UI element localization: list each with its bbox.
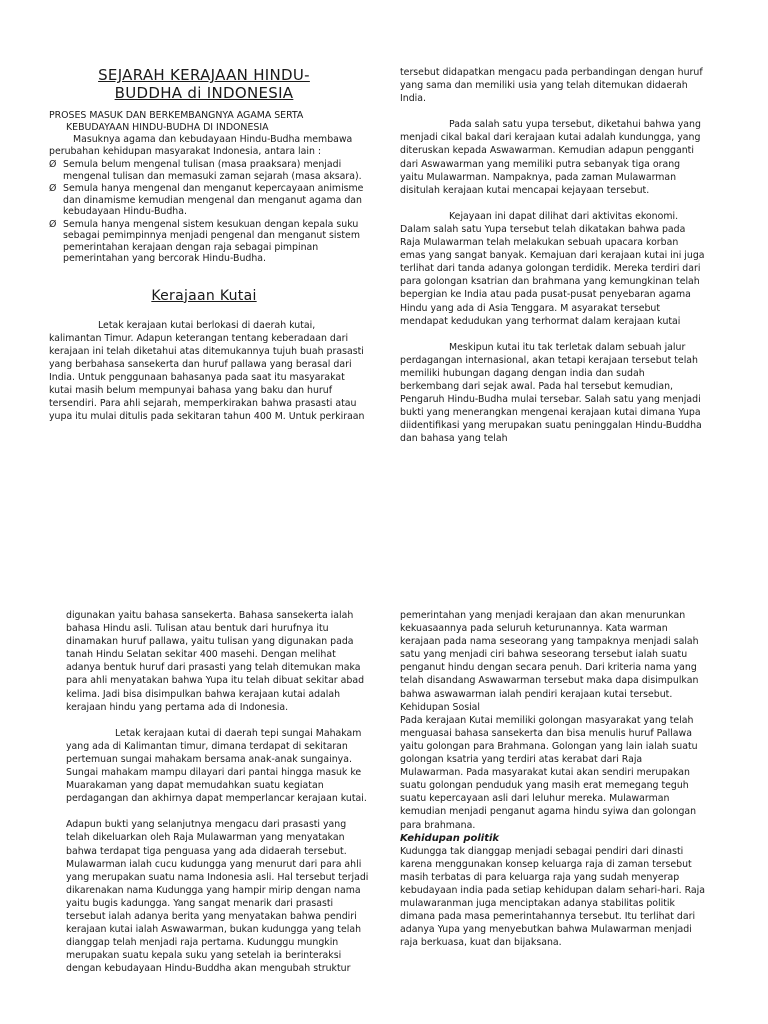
column-right-bottom [400, 609, 705, 949]
paragraph-bukti: Adapun bukti yang selanjutnya mengacu dari prasasti yang telah dikeluarkan oleh Raja Mulawarman yang menyatakan bahwa terdapat tiga penguasa yang ada didaerah tersebut. Mulawarman ialah cucu kudungga yang menurut dari para ahli yang merupakan suatu nama Indonesia asli. Hal tersebut terjadi dikarenakan nama Kudungga yang hampir mirip dengan nama yaitu bugis kadungga. Yang sangat menarik dari prasasti tersebut ialah adanya berita yang menyatakan bahwa pendiri kerajaan kutai ialah Aswawarman, bukan kudungga yang telah dianggap telah menjadi raja pertama. Kudunggu mungkin merupakan suatu kepala suku yang setelah ia berinteraksi dengan kebudayaan Hindu-Buddha akan mengubah struktur [66, 819, 369, 975]
paragraph-kejayaan: Kejayaan ini dapat dilihat dari aktivitas ekonomi. Dalam salah satu Yupa tersebut telah dikatakan bahwa pada Raja Mulawarman telah melakukan sebuah upacara korban emas yang sangat banyak. Kemajuan dari kerajaan kutai ini juga terlihat dari tanda adanya golongan terdidik. Mereka terdiri dari para golongan ksatrian dan brahmana yang kemungkinan telah bepergian ke India atau pada pusat-pusat penyebaran agama Hindu yang ada di Asia Tenggara. M asyarakat tersebut mendapat kedudukan yang terhormat dalam kerajaan kutai [400, 210, 705, 327]
intro-paragraph: Masuknya agama dan kebudayaan Hindu-Budha membawa perubahan kehidupan masyarakat Indonesia, antara lain : [49, 134, 353, 157]
paragraph-kehidupan-sosial: Pada kerajaan Kutai memiliki golongan masyarakat yang telah menguasai bahasa sansekerta dan bisa menulis huruf Pallawa yaitu golongan para Brahmana. Golongan yang lain ialah suatu golongan ksatria yang terdiri atas kerabat dari Raja Mulawarman. Pada masyarakat kutai akan sendiri merupakan suatu golongan penduduk yang masih erat memegang teguh suatu kepercayaan asli dari leluhur mereka. Mulawarman kemudian menjadi penganut agama hindu syiwa dan golongan para brahmana. [400, 714, 698, 831]
bullet-text: Semula hanya mengenal dan menganut kepercayaan animisme dan dinamisme kemudian mengenal dan menganut agama dan kebudayaan Hindu-Budha. [63, 183, 364, 217]
kutai-heading: Kerajaan Kutai [151, 287, 257, 304]
section-heading-kehidupan-politik: Kehidupan politik [400, 832, 500, 844]
kutai-location-paragraph: Letak kerajaan kutai berlokasi di daerah kutai, kalimantan Timur. Adapun keterangan tentang keberadaan dari kerajaan ini telah diketahui atas ditemukannya tujuh buah prasasti yang berbahasa sansekerta dan huruf pallawa yang berasal dari India. Untuk penggunaan bahasanya pada saat itu masyarakat kutai masih belum mempunyai bahasa yang baku dan huruf tersendiri. Para ahli sejarah, memperkirakan bahwa prasasti atau yupa itu mulai ditulis pada sekitaran tahun 400 M. Untuk perkiraan [49, 319, 365, 423]
bullet-arrow-icon: Ø [49, 159, 57, 170]
bullet-item [49, 219, 369, 265]
column-left-bottom [66, 609, 370, 975]
paragraph-perdagangan: Meskipun kutai itu tak terletak dalam sebuah jalur perdagangan internasional, akan tetapi kerajaan tersebut telah memiliki hubungan dagang dengan india dan sudah berkembang dari sejak awal. Pada hal tersebut kemudian, Pengaruh Hindu-Budha mulai tersebar. Salah satu yang menjadi bukti yang menerangkan mengenai kerajaan kutai dimana Yupa diidentifikasi yang merupakan suatu peninggalan Hindu-Buddha dan bahasa yang telah [400, 341, 702, 445]
paragraph-yupa: Pada salah satu yupa tersebut, diketahui bahwa yang menjadi cikal bakal dari kerajaan kutai adalah kundungga, yang diteruskan kepada Aswawarman. Kemudian adapun pengganti dari Aswawarman yang memiliki putra sebanyak tiga orang yaitu Mulawarman. Nampaknya, pada zaman Mulawarman disitulah kerajaan kutai mencapai kejayaan tersebut. [400, 119, 701, 196]
process-heading [49, 110, 369, 134]
bullet-text: Semula belum mengenal tulisan (masa praaksara) menjadi mengenal tulisan dan memasuki zaman sejarah (masa aksara). [63, 159, 362, 182]
process-heading-line-2: KEBUDAYAAN HINDU-BUDHA DI INDONESIA [66, 122, 269, 133]
bullet-arrow-icon: Ø [49, 183, 57, 194]
process-heading-line-1: PROSES MASUK DAN BERKEMBANGNYA AGAMA SERTA [49, 110, 304, 121]
paragraph-pemerintahan: pemerintahan yang menjadi kerajaan dan akan menurunkan kekuasaannya pada seluruh keturunannya. Kata warman kerajaan pada nama seseorang yang tampaknya menjadi salah satu yang menjadi ciri bahwa seseorang tersebut ialah suatu penganut hindu dengan secara penuh. Dari kriteria nama yang telah disandang Aswawarman tersebut maka dapa disimpulkan bahwa aswawarman ialah pendiri kerajaan kutai tersebut. [400, 610, 699, 700]
paragraph-mahakam: Letak kerajaan kutai di daerah tepi sungai Mahakam yang ada di Kalimantan timur, dimana terdapat di sekitaran pertemuan sungai mahakam bersama anak-anak sungainya. Sungai mahakam mampu dilayari dari pantai hingga masuk ke Muarakaman yang dapat memudahkan suatu kegiatan perdagangan dan akhirnya dapat memperlancar kerajaan kutai. [66, 727, 367, 805]
paragraph-bahasa: digunakan yaitu bahasa sansekerta. Bahasa sansekerta ialah bahasa Hindu asli. Tulisan atau bentuk dari hurufnya itu dinamakan huruf pallawa, yaitu tulisan yang digunakan pada tanah Hindu Selatan sekitar 400 masehi. Dengan melihat adanya bentuk huruf dari prasasti yang telah ditemukan maka para ahli menyatakan bahwa Yupa itu telah dibuat sekitar abad kelima. Jadi bisa disimpulkan bahwa kerajaan kutai adalah kerajaan hindu yang pertama ada di Indonesia. [66, 610, 365, 713]
bullet-arrow-icon: Ø [49, 218, 57, 230]
section-heading-kehidupan-sosial: Kehidupan Sosial [400, 701, 481, 713]
page-title [49, 66, 369, 102]
bullet-text: Semula hanya mengenal sistem kesukuan dengan kepala suku sebagai pemimpinnya menjadi pengenal dan menganut sistem pemerintahan kerajaan dengan raja sebagai pimpinan pemerintahan yang bercorak Hindu-Budha. [63, 218, 360, 264]
paragraph-kehidupan-politik: Kudungga tak dianggap menjadi sebagai pendiri dari dinasti karena menggunakan konsep keluarga raja di zaman tersebut masih terbatas di para keluarga raja yang sudah menyerap kebudayaan india pada setiap kehidupan dalam sehari-hari. Raja mulawaranman juga menciptakan adanya stabilitas politik dimana pada masa pemerintahannya tersebut. Itu terlihat dari adanya Yupa yang menyebutkan bahwa Mulawarman menjadi raja berkuasa, kuat dan bijaksana. [400, 845, 705, 949]
bullet-item [49, 183, 369, 218]
column-right-top [400, 66, 705, 445]
column-left-top [49, 66, 369, 423]
paragraph-continued: tersebut didapatkan mengacu pada perbandingan dengan huruf yang sama dan memiliki usia yang telah ditemukan didaerah India. [400, 67, 703, 105]
page-title-line-1: SEJARAH KERAJAAN HINDU- [98, 66, 310, 84]
page-title-line-2: BUDDHA di INDONESIA [114, 84, 294, 102]
bullet-item [49, 159, 369, 182]
